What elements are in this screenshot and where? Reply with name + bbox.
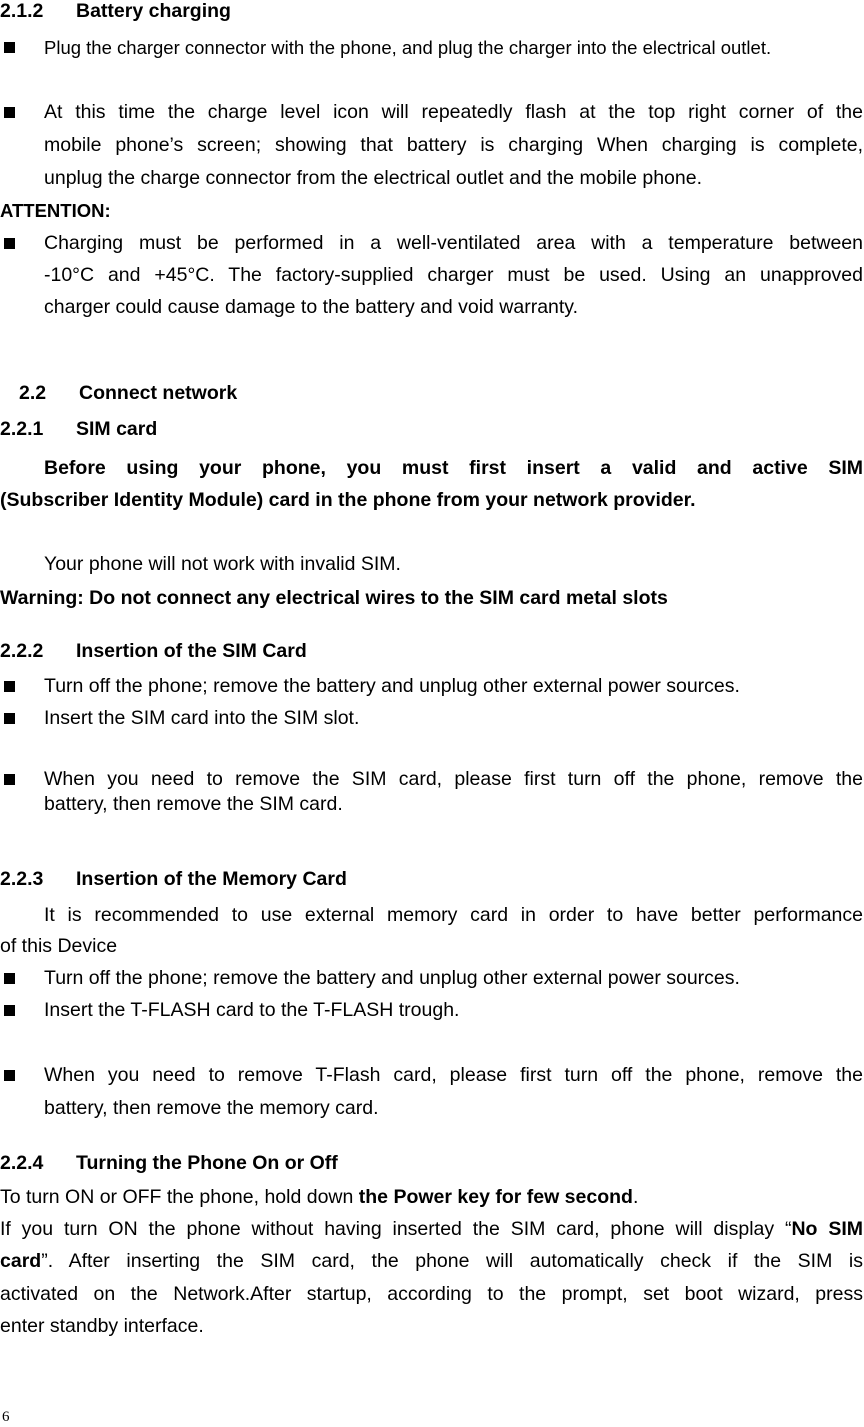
bullet-icon bbox=[4, 1005, 15, 1016]
section-number-2-2-2: 2.2.2 bbox=[0, 640, 44, 662]
charging-step-1: Plug the charger connector with the phone, and plug the charger into the electrical outlet. bbox=[44, 37, 772, 58]
sim-step-3-line-2: battery, then remove the SIM card. bbox=[44, 793, 343, 815]
section-number-2-2-4: 2.2.4 bbox=[0, 1152, 44, 1174]
no-sim-text: If you turn ON the phone without having inserted the SIM card, phone will display “ bbox=[0, 1218, 792, 1240]
no-sim-text-cont: ”. After inserting the SIM card, the phone will automatically check if the SIM is bbox=[41, 1250, 863, 1272]
bullet-icon bbox=[4, 973, 15, 984]
section-number-2-2-1: 2.2.1 bbox=[0, 418, 44, 440]
charging-step-2-line-2: mobile phone’s screen; showing that battery is charging When charging is complete, bbox=[44, 134, 863, 156]
no-sim-emphasis: No SIM bbox=[791, 1218, 863, 1240]
memory-card-step-2: Insert the T-FLASH card to the T-FLASH trough. bbox=[44, 999, 460, 1021]
sim-notice-line-1: Before using your phone, you must first insert a valid and active SIM bbox=[44, 457, 863, 479]
section-title-battery-charging: Battery charging bbox=[76, 0, 231, 22]
memory-card-step-3-line-1: When you need to remove T-Flash card, please first turn off the phone, remove the bbox=[44, 1064, 863, 1086]
attention-label: ATTENTION: bbox=[0, 200, 111, 221]
bullet-icon bbox=[4, 1070, 15, 1081]
no-sim-paragraph-line-1 bbox=[0, 1218, 863, 1240]
memory-card-recommendation-line-1: It is recommended to use external memory card in order to have better performance bbox=[44, 904, 863, 926]
section-number-2-2-3: 2.2.3 bbox=[0, 868, 44, 890]
section-title-connect-network: Connect network bbox=[79, 382, 238, 404]
attention-text-line-2: -10°C and +45°C. The factory-supplied charger must be used. Using an unapproved bbox=[44, 264, 863, 286]
no-sim-paragraph-line-3: activated on the Network.After startup, according to the prompt, set boot wizard, press bbox=[0, 1283, 863, 1305]
section-title-sim-card: SIM card bbox=[76, 418, 158, 440]
no-sim-emphasis-cont: card bbox=[0, 1250, 42, 1272]
section-title-power-on-off: Turning the Phone On or Off bbox=[76, 1152, 338, 1174]
page-number: 6 bbox=[2, 1409, 10, 1425]
bullet-icon bbox=[4, 774, 15, 785]
bullet-icon bbox=[4, 681, 15, 692]
memory-card-step-3-line-2: battery, then remove the memory card. bbox=[44, 1097, 379, 1119]
sim-notice-line-2: (Subscriber Identity Module) card in the phone from your network provider. bbox=[0, 489, 696, 511]
bullet-icon bbox=[4, 713, 15, 724]
bullet-icon bbox=[4, 238, 15, 249]
memory-card-recommendation-line-2: of this Device bbox=[0, 935, 118, 957]
invalid-sim-note: Your phone will not work with invalid SIM. bbox=[44, 553, 401, 575]
power-instruction-text: To turn ON or OFF the phone, hold down bbox=[0, 1186, 359, 1208]
no-sim-paragraph-line-2 bbox=[0, 1250, 863, 1272]
memory-card-step-1: Turn off the phone; remove the battery and unplug other external power sources. bbox=[44, 967, 740, 989]
bullet-icon bbox=[4, 107, 15, 118]
charging-step-2-line-1: At this time the charge level icon will repeatedly flash at the top right corner of the bbox=[44, 101, 863, 123]
power-key-emphasis: the Power key for few second bbox=[358, 1186, 633, 1208]
sim-warning: Warning: Do not connect any electrical wires to the SIM card metal slots bbox=[0, 587, 668, 609]
attention-text-line-3: charger could cause damage to the battery and void warranty. bbox=[44, 296, 579, 318]
no-sim-paragraph-line-4: enter standby interface. bbox=[0, 1315, 204, 1337]
attention-text-line-1: Charging must be performed in a well-ventilated area with a temperature between bbox=[44, 232, 863, 254]
power-instruction bbox=[0, 1186, 638, 1208]
section-number-2-2: 2.2 bbox=[19, 382, 47, 404]
section-title-insert-memory-card: Insertion of the Memory Card bbox=[76, 868, 347, 890]
charging-step-2-line-3: unplug the charge connector from the electrical outlet and the mobile phone. bbox=[44, 167, 703, 189]
sim-step-3-line-1: When you need to remove the SIM card, please first turn off the phone, remove the bbox=[44, 768, 863, 790]
bullet-icon bbox=[4, 42, 15, 53]
section-number-2-1-2: 2.1.2 bbox=[0, 0, 44, 22]
sim-step-1: Turn off the phone; remove the battery and unplug other external power sources. bbox=[44, 675, 740, 697]
sim-step-2: Insert the SIM card into the SIM slot. bbox=[44, 707, 360, 729]
section-title-insert-sim: Insertion of the SIM Card bbox=[76, 640, 307, 662]
power-instruction-end: . bbox=[632, 1186, 639, 1208]
